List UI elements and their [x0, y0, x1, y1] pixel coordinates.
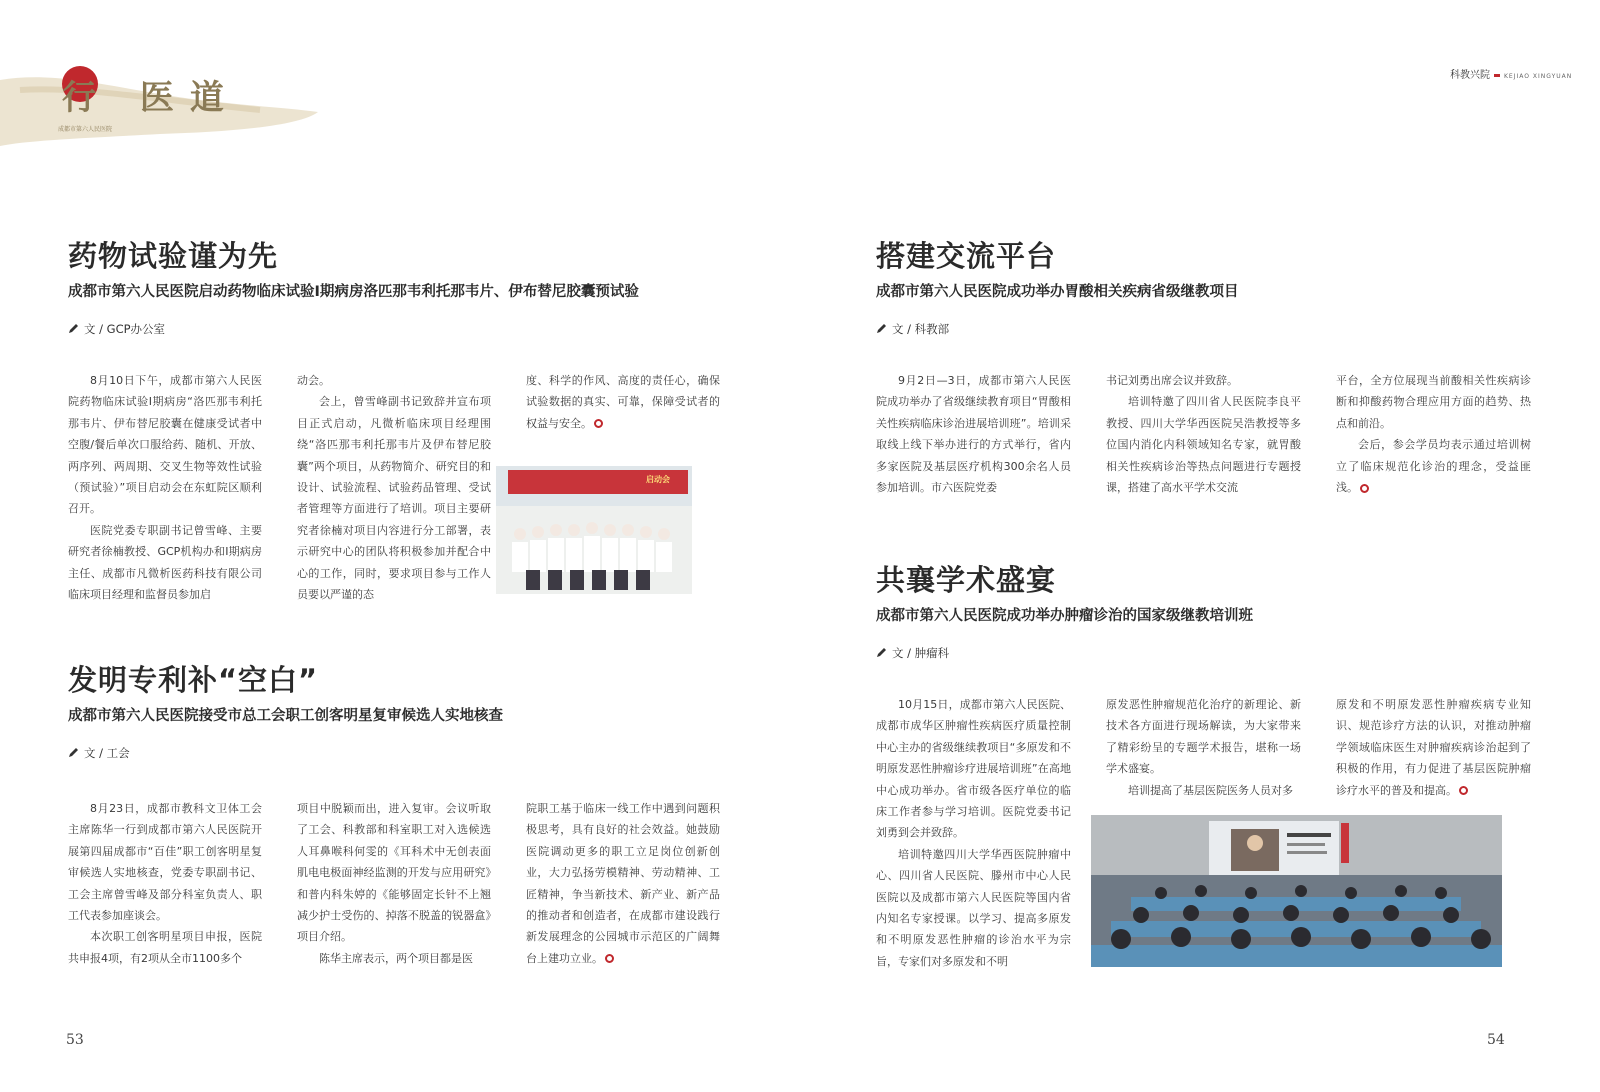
section-label-text: 科教兴院	[1450, 70, 1490, 81]
article-subtitle: 成都市第六人民医院成功举办胃酸相关疾病省级继教项目	[876, 284, 1239, 300]
section-label-en: KEJIAO XINGYUAN	[1504, 73, 1573, 80]
paragraph-text: 会后，参会学员均表示通过培训树立了临床规范化诊治的理念，受益匪浅。	[1336, 438, 1531, 495]
paragraph: 8月10日下午，成都市第六人民医院药物临床试验I期病房“洛匹那韦利托那韦片、伊布替尼胶囊在健康受试者中空腹/餐后单次口服给药、随机、开放、两序列、两周期、交叉生物等效性试验（预试验）”项目启动会在东虹院区顺利召开。	[68, 374, 262, 516]
paragraph-text: 度、科学的作风、高度的责任心，确保试验数据的真实、可靠，保障受试者的权益与安全。	[526, 374, 720, 430]
article-drug-trial	[68, 238, 708, 337]
byline-text: 文 / 科教部	[892, 322, 950, 336]
text-column	[1106, 370, 1301, 500]
text-column	[876, 370, 1071, 500]
red-dash-icon	[1494, 74, 1500, 77]
byline	[68, 745, 708, 761]
paragraph-text: 原发和不明原发恶性肿瘤疾病专业知识、规范诊疗方法的认识，对推动肿瘤学领域临床医生对肿瘤疾病诊治起到了积极的作用，有力促进了基层医院肿瘤诊疗水平的普及和提高。	[1336, 698, 1531, 797]
paragraph: 10月15日，成都市第六人民医院、成都市成华区肿瘤性疾病医疗质量控制中心主办的省级继续教项目“多原发和不明原发恶性肿瘤诊疗进展培训班”在高地中心成功举办。省市级各医疗单位的临床工作者参与学习培训。医院党委书记刘勇到会并致辞。	[876, 698, 1071, 840]
text-column	[1336, 370, 1531, 500]
end-mark-icon	[605, 954, 614, 963]
text-column	[526, 798, 720, 970]
paragraph: 医院党委专职副书记曾雪峰、主要研究者徐楠教授、GCP机构办和I期病房主任、成都市凡微析医药科技有限公司临床项目经理和监督员参加启	[68, 523, 262, 602]
text-column	[68, 370, 262, 604]
paragraph: 动会。	[297, 374, 330, 387]
article-exchange-platform	[876, 238, 1516, 337]
end-mark-icon	[594, 419, 603, 428]
text-column	[297, 798, 491, 970]
byline-text: 文 / GCP办公室	[84, 322, 166, 336]
group-photo-illustration	[496, 466, 692, 594]
byline-text: 文 / 工会	[84, 746, 130, 760]
pen-icon	[68, 746, 79, 762]
paragraph: 会上，曾雪峰副书记致辞并宣布项目正式启动，凡微析临床项目经理围绕“洛匹那韦利托那韦片及伊布替尼胶囊”两个项目，从药物简介、研究目的和设计、试验流程、试验药品管理、受试者管理等方面进行了培训。项目主要研究者徐楠对项目内容进行分工部署，表示研究中心的团队将积极参加并配合中心的工作，同时，要求项目参与工作人员要以严谨的态	[297, 395, 491, 602]
page-number-left: 53	[66, 1032, 84, 1048]
article-subtitle: 成都市第六人民医院成功举办肿瘤诊治的国家级继教培训班	[876, 608, 1253, 624]
text-column	[68, 798, 262, 970]
paragraph: 项目中脱颖而出，进入复审。会议听取了工会、科教部和科室职工对入选候选人耳鼻喉科何雯的《耳科术中无创表面肌电电极面神经监测的开发与应用研究》和普内科朱婷的《能够固定长针不上翘减少护士受伤的、掉落不脱盖的锐器盒》项目介绍。	[297, 802, 491, 944]
pen-icon	[876, 322, 887, 338]
group-photo	[496, 466, 692, 594]
article-subtitle: 成都市第六人民医院启动药物临床试验I期病房洛匹那韦利托那韦片、伊布替尼胶囊预试验	[68, 284, 639, 300]
paragraph: 9月2日—3日，成都市第六人民医院成功举办了省级继续教育项目“胃酸相关性疾病临床诊治进展培训班”。培训采取线上线下举办进行的方式举行，省内多家医院及基层医疗机构300余名人员参加培训。市六医院党委	[876, 374, 1071, 495]
article-subtitle: 成都市第六人民医院接受市总工会职工创客明星复审候选人实地核查	[68, 708, 503, 724]
paragraph	[1336, 694, 1531, 801]
article-academic-feast	[876, 562, 1516, 661]
text-column	[876, 694, 1071, 974]
byline	[876, 645, 1516, 661]
text-column	[526, 370, 720, 440]
paragraph	[526, 798, 720, 969]
article-title: 发明专利补“空白”	[68, 663, 319, 697]
byline	[876, 321, 1516, 337]
photo-banner-text: 启动会	[646, 475, 670, 484]
end-mark-icon	[1360, 484, 1369, 493]
paragraph: 培训提高了基层医院医务人员对多	[1128, 783, 1293, 797]
text-column	[1336, 694, 1531, 804]
logo-small-text: 成都市第六人民医院	[58, 126, 113, 133]
article-title: 药物试验谨为先	[68, 239, 279, 273]
page-number-right: 54	[1487, 1032, 1505, 1048]
text-column	[1106, 694, 1301, 804]
pen-icon	[876, 646, 887, 662]
paragraph: 8月23日，成都市教科文卫体工会主席陈华一行到成都市第六人民医院开展第四届成都市“百佳”职工创客明星复审候选人实地核查，党委专职副书记、工会主席曾雪峰及部分科室负责人、职工代表参加座谈会。	[68, 802, 262, 923]
paragraph	[526, 370, 720, 434]
paragraph: 原发恶性肿瘤规范化治疗的新理论、新技术各方面进行现场解读，为大家带来了精彩纷呈的专题学术报告，堪称一场学术盛宴。	[1106, 698, 1301, 776]
article-title: 共襄学术盛宴	[876, 563, 1057, 597]
paragraph	[1336, 434, 1531, 498]
pen-icon	[68, 322, 79, 338]
end-mark-icon	[1459, 786, 1468, 795]
header-brush-logo	[0, 60, 320, 150]
paragraph: 陈华主席表示，两个项目都是医	[319, 951, 473, 965]
paragraph: 本次职工创客明星项目申报，医院共申报4项，有2项从全市1100多个	[68, 930, 262, 965]
byline-text: 文 / 肿瘤科	[892, 646, 950, 660]
paragraph: 书记刘勇出席会议并致辞。	[1106, 374, 1238, 387]
paragraph-text: 院职工基于临床一线工作中遇到问题积极思考，具有良好的社会效益。她鼓励医院调动更多的职工立足岗位创新创业，大力弘扬劳模精神、劳动精神、工匠精神，争当新技术、新产业、新产品的推动者和创造者，在成都市建设践行新发展理念的公园城市示范区的广阔舞台上建功立业。	[526, 802, 720, 965]
article-title: 搭建交流平台	[876, 239, 1057, 273]
text-column	[297, 370, 491, 604]
article-patent	[68, 662, 708, 761]
lecture-hall-photo	[1091, 815, 1502, 967]
lecture-hall-illustration	[1091, 815, 1502, 967]
paragraph: 平台，全方位展现当前酸相关性疾病诊断和抑酸药物合理应用方面的趋势、热点和前沿。	[1336, 374, 1531, 430]
article2-columns	[68, 798, 720, 970]
byline	[68, 321, 708, 337]
article3-columns	[876, 370, 1531, 500]
section-label	[1450, 66, 1572, 81]
logo-text: 行 医道	[62, 78, 240, 118]
paragraph: 培训特邀了四川省人民医院李良平教授、四川大学华西医院吴浩教授等多位国内消化内科领域知名专家，就胃酸相关性疾病诊治等热点问题进行专题授课，搭建了高水平学术交流	[1106, 395, 1301, 495]
paragraph: 培训特邀四川大学华西医院肿瘤中心、四川省人民医院、滕州市中心人民医院以及成都市第六人民医院等国内省内知名专家授课。以学习、提高多原发和不明原发恶性肿瘤的诊治水平为宗旨，专家们对多原发和不明	[876, 847, 1071, 968]
